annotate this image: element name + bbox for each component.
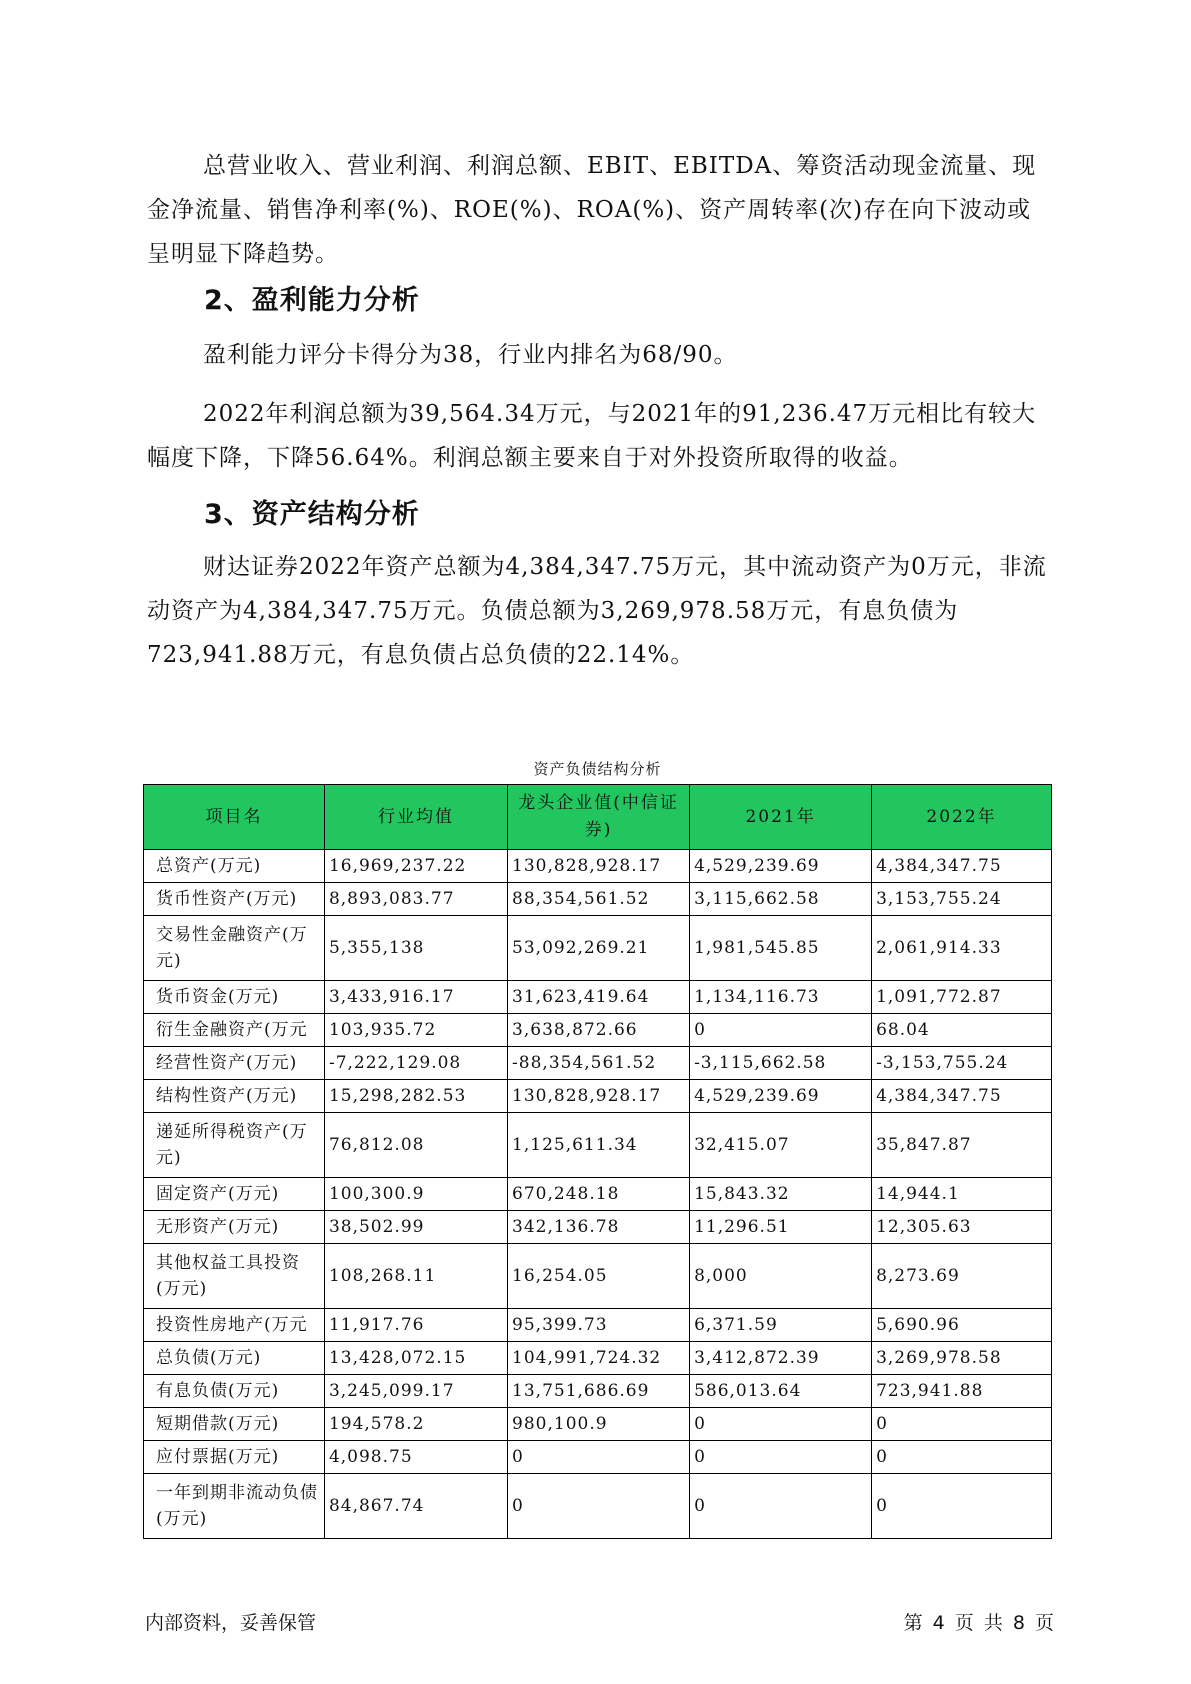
footer-page-number: 第 4 页 共 8 页 <box>903 1612 1054 1634</box>
cell-2021: 3,115,662.58 <box>690 883 872 916</box>
cell-2021: 32,415.07 <box>690 1113 872 1178</box>
cell-leader-value: 31,623,419.64 <box>508 981 690 1014</box>
paragraph-asset-structure: 财达证券2022年资产总额为4,384,347.75万元，其中流动资产为0万元，非流动资产为4,384,347.75万元。负债总额为3,269,978.58万元，有息负债为723,941.88万元，有息负债占总负债的22.14%。 <box>147 554 1047 668</box>
cell-leader-value: 104,991,724.32 <box>508 1342 690 1375</box>
table-row <box>144 1047 1052 1080</box>
cell-leader-value: 53,092,269.21 <box>508 916 690 981</box>
paragraph-total-profit: 2022年利润总额为39,564.34万元，与2021年的91,236.47万元相比有较大幅度下降，下降56.64%。利润总额主要来自于对外投资所取得的收益。 <box>147 401 1037 471</box>
row-label: 结构性资产(万元) <box>144 1080 325 1113</box>
cell-industry-average: 15,298,282.53 <box>324 1080 507 1113</box>
cell-2021: 8,000 <box>690 1244 872 1309</box>
table-row <box>144 1244 1052 1309</box>
row-label: 一年到期非流动负债(万元) <box>144 1474 325 1539</box>
cell-2021: -3,115,662.58 <box>690 1047 872 1080</box>
cell-industry-average: 100,300.9 <box>324 1178 507 1211</box>
cell-leader-value: 130,828,928.17 <box>508 1080 690 1113</box>
cell-leader-value: 13,751,686.69 <box>508 1375 690 1408</box>
cell-leader-value: 342,136.78 <box>508 1211 690 1244</box>
table-row <box>144 1342 1052 1375</box>
table-row <box>144 1375 1052 1408</box>
cell-2022: 0 <box>872 1474 1052 1539</box>
cell-2022: 14,944.1 <box>872 1178 1052 1211</box>
cell-industry-average: 103,935.72 <box>324 1014 507 1047</box>
table-row <box>144 1080 1052 1113</box>
cell-industry-average: 5,355,138 <box>324 916 507 981</box>
cell-2022: -3,153,755.24 <box>872 1047 1052 1080</box>
cell-industry-average: -7,222,129.08 <box>324 1047 507 1080</box>
cell-2022: 5,690.96 <box>872 1309 1052 1342</box>
paragraph-trend-summary: 总营业收入、营业利润、利润总额、EBIT、EBITDA、筹资活动现金流量、现金净流量、销售净利率(%)、ROE(%)、ROA(%)、资产周转率(次)存在向下波动或呈明显下降趋势。 <box>147 153 1037 267</box>
cell-2021: 1,134,116.73 <box>690 981 872 1014</box>
cell-2022: 8,273.69 <box>872 1244 1052 1309</box>
cell-leader-value: 980,100.9 <box>508 1408 690 1441</box>
cell-leader-value: 670,248.18 <box>508 1178 690 1211</box>
cell-2021: 4,529,239.69 <box>690 850 872 883</box>
table-row <box>144 981 1052 1014</box>
cell-2022: 3,153,755.24 <box>872 883 1052 916</box>
cell-industry-average: 3,433,916.17 <box>324 981 507 1014</box>
header-year-2021: 2021年 <box>690 785 872 850</box>
row-label: 货币资金(万元) <box>144 981 325 1014</box>
header-year-2022: 2022年 <box>872 785 1052 850</box>
cell-industry-average: 4,098.75 <box>324 1441 507 1474</box>
cell-2022: 35,847.87 <box>872 1113 1052 1178</box>
table-row <box>144 1309 1052 1342</box>
row-label: 固定资产(万元) <box>144 1178 325 1211</box>
cell-2022: 3,269,978.58 <box>872 1342 1052 1375</box>
cell-industry-average: 84,867.74 <box>324 1474 507 1539</box>
cell-leader-value: 1,125,611.34 <box>508 1113 690 1178</box>
cell-leader-value: 95,399.73 <box>508 1309 690 1342</box>
table-row <box>144 916 1052 981</box>
cell-leader-value: 16,254.05 <box>508 1244 690 1309</box>
header-industry-average: 行业均值 <box>324 785 507 850</box>
cell-industry-average: 11,917.76 <box>324 1309 507 1342</box>
cell-industry-average: 76,812.08 <box>324 1113 507 1178</box>
cell-industry-average: 3,245,099.17 <box>324 1375 507 1408</box>
cell-industry-average: 8,893,083.77 <box>324 883 507 916</box>
cell-2022: 1,091,772.87 <box>872 981 1052 1014</box>
row-label: 经营性资产(万元) <box>144 1047 325 1080</box>
cell-2021: 15,843.32 <box>690 1178 872 1211</box>
cell-2021: 4,529,239.69 <box>690 1080 872 1113</box>
cell-2022: 2,061,914.33 <box>872 916 1052 981</box>
cell-leader-value: 130,828,928.17 <box>508 850 690 883</box>
cell-2021: 11,296.51 <box>690 1211 872 1244</box>
row-label: 衍生金融资产(万元 <box>144 1014 325 1047</box>
cell-2022: 0 <box>872 1408 1052 1441</box>
cell-2022: 4,384,347.75 <box>872 850 1052 883</box>
cell-industry-average: 38,502.99 <box>324 1211 507 1244</box>
table-caption: 资产负债结构分析 <box>533 760 662 778</box>
cell-industry-average: 108,268.11 <box>324 1244 507 1309</box>
cell-leader-value: -88,354,561.52 <box>508 1047 690 1080</box>
header-leader-value: 龙头企业值(中信证券) <box>508 785 690 850</box>
balance-structure-table <box>143 784 1052 1539</box>
row-label: 有息负债(万元) <box>144 1375 325 1408</box>
footer-confidential-note: 内部资料，妥善保管 <box>145 1612 317 1634</box>
table-row <box>144 1441 1052 1474</box>
table-row <box>144 883 1052 916</box>
cell-2021: 0 <box>690 1474 872 1539</box>
row-label: 应付票据(万元) <box>144 1441 325 1474</box>
row-label: 其他权益工具投资(万元) <box>144 1244 325 1309</box>
row-label: 总负债(万元) <box>144 1342 325 1375</box>
cell-leader-value: 88,354,561.52 <box>508 883 690 916</box>
row-label: 短期借款(万元) <box>144 1408 325 1441</box>
cell-2022: 12,305.63 <box>872 1211 1052 1244</box>
table-row <box>144 1014 1052 1047</box>
cell-2022: 68.04 <box>872 1014 1052 1047</box>
cell-2021: 1,981,545.85 <box>690 916 872 981</box>
section-heading-asset-structure: 3、资产结构分析 <box>204 499 420 530</box>
cell-2021: 0 <box>690 1408 872 1441</box>
cell-2021: 3,412,872.39 <box>690 1342 872 1375</box>
cell-2022: 723,941.88 <box>872 1375 1052 1408</box>
cell-leader-value: 0 <box>508 1441 690 1474</box>
header-item-name: 项目名 <box>144 785 325 850</box>
table-row <box>144 1113 1052 1178</box>
row-label: 无形资产(万元) <box>144 1211 325 1244</box>
row-label: 总资产(万元) <box>144 850 325 883</box>
table-row <box>144 1178 1052 1211</box>
cell-2021: 0 <box>690 1014 872 1047</box>
row-label: 货币性资产(万元) <box>144 883 325 916</box>
cell-industry-average: 13,428,072.15 <box>324 1342 507 1375</box>
cell-leader-value: 3,638,872.66 <box>508 1014 690 1047</box>
paragraph-profitability-score: 盈利能力评分卡得分为38，行业内排名为68/90。 <box>203 342 738 368</box>
cell-2021: 0 <box>690 1441 872 1474</box>
table-row <box>144 1408 1052 1441</box>
table-row <box>144 1211 1052 1244</box>
table-row <box>144 1474 1052 1539</box>
cell-2021: 6,371.59 <box>690 1309 872 1342</box>
cell-2022: 4,384,347.75 <box>872 1080 1052 1113</box>
cell-industry-average: 16,969,237.22 <box>324 850 507 883</box>
section-heading-profitability: 2、盈利能力分析 <box>204 285 420 316</box>
cell-leader-value: 0 <box>508 1474 690 1539</box>
row-label: 投资性房地产(万元 <box>144 1309 325 1342</box>
row-label: 递延所得税资产(万元) <box>144 1113 325 1178</box>
cell-industry-average: 194,578.2 <box>324 1408 507 1441</box>
cell-2021: 586,013.64 <box>690 1375 872 1408</box>
table-header-row <box>144 785 1052 850</box>
table-row <box>144 850 1052 883</box>
row-label: 交易性金融资产(万元) <box>144 916 325 981</box>
cell-2022: 0 <box>872 1441 1052 1474</box>
